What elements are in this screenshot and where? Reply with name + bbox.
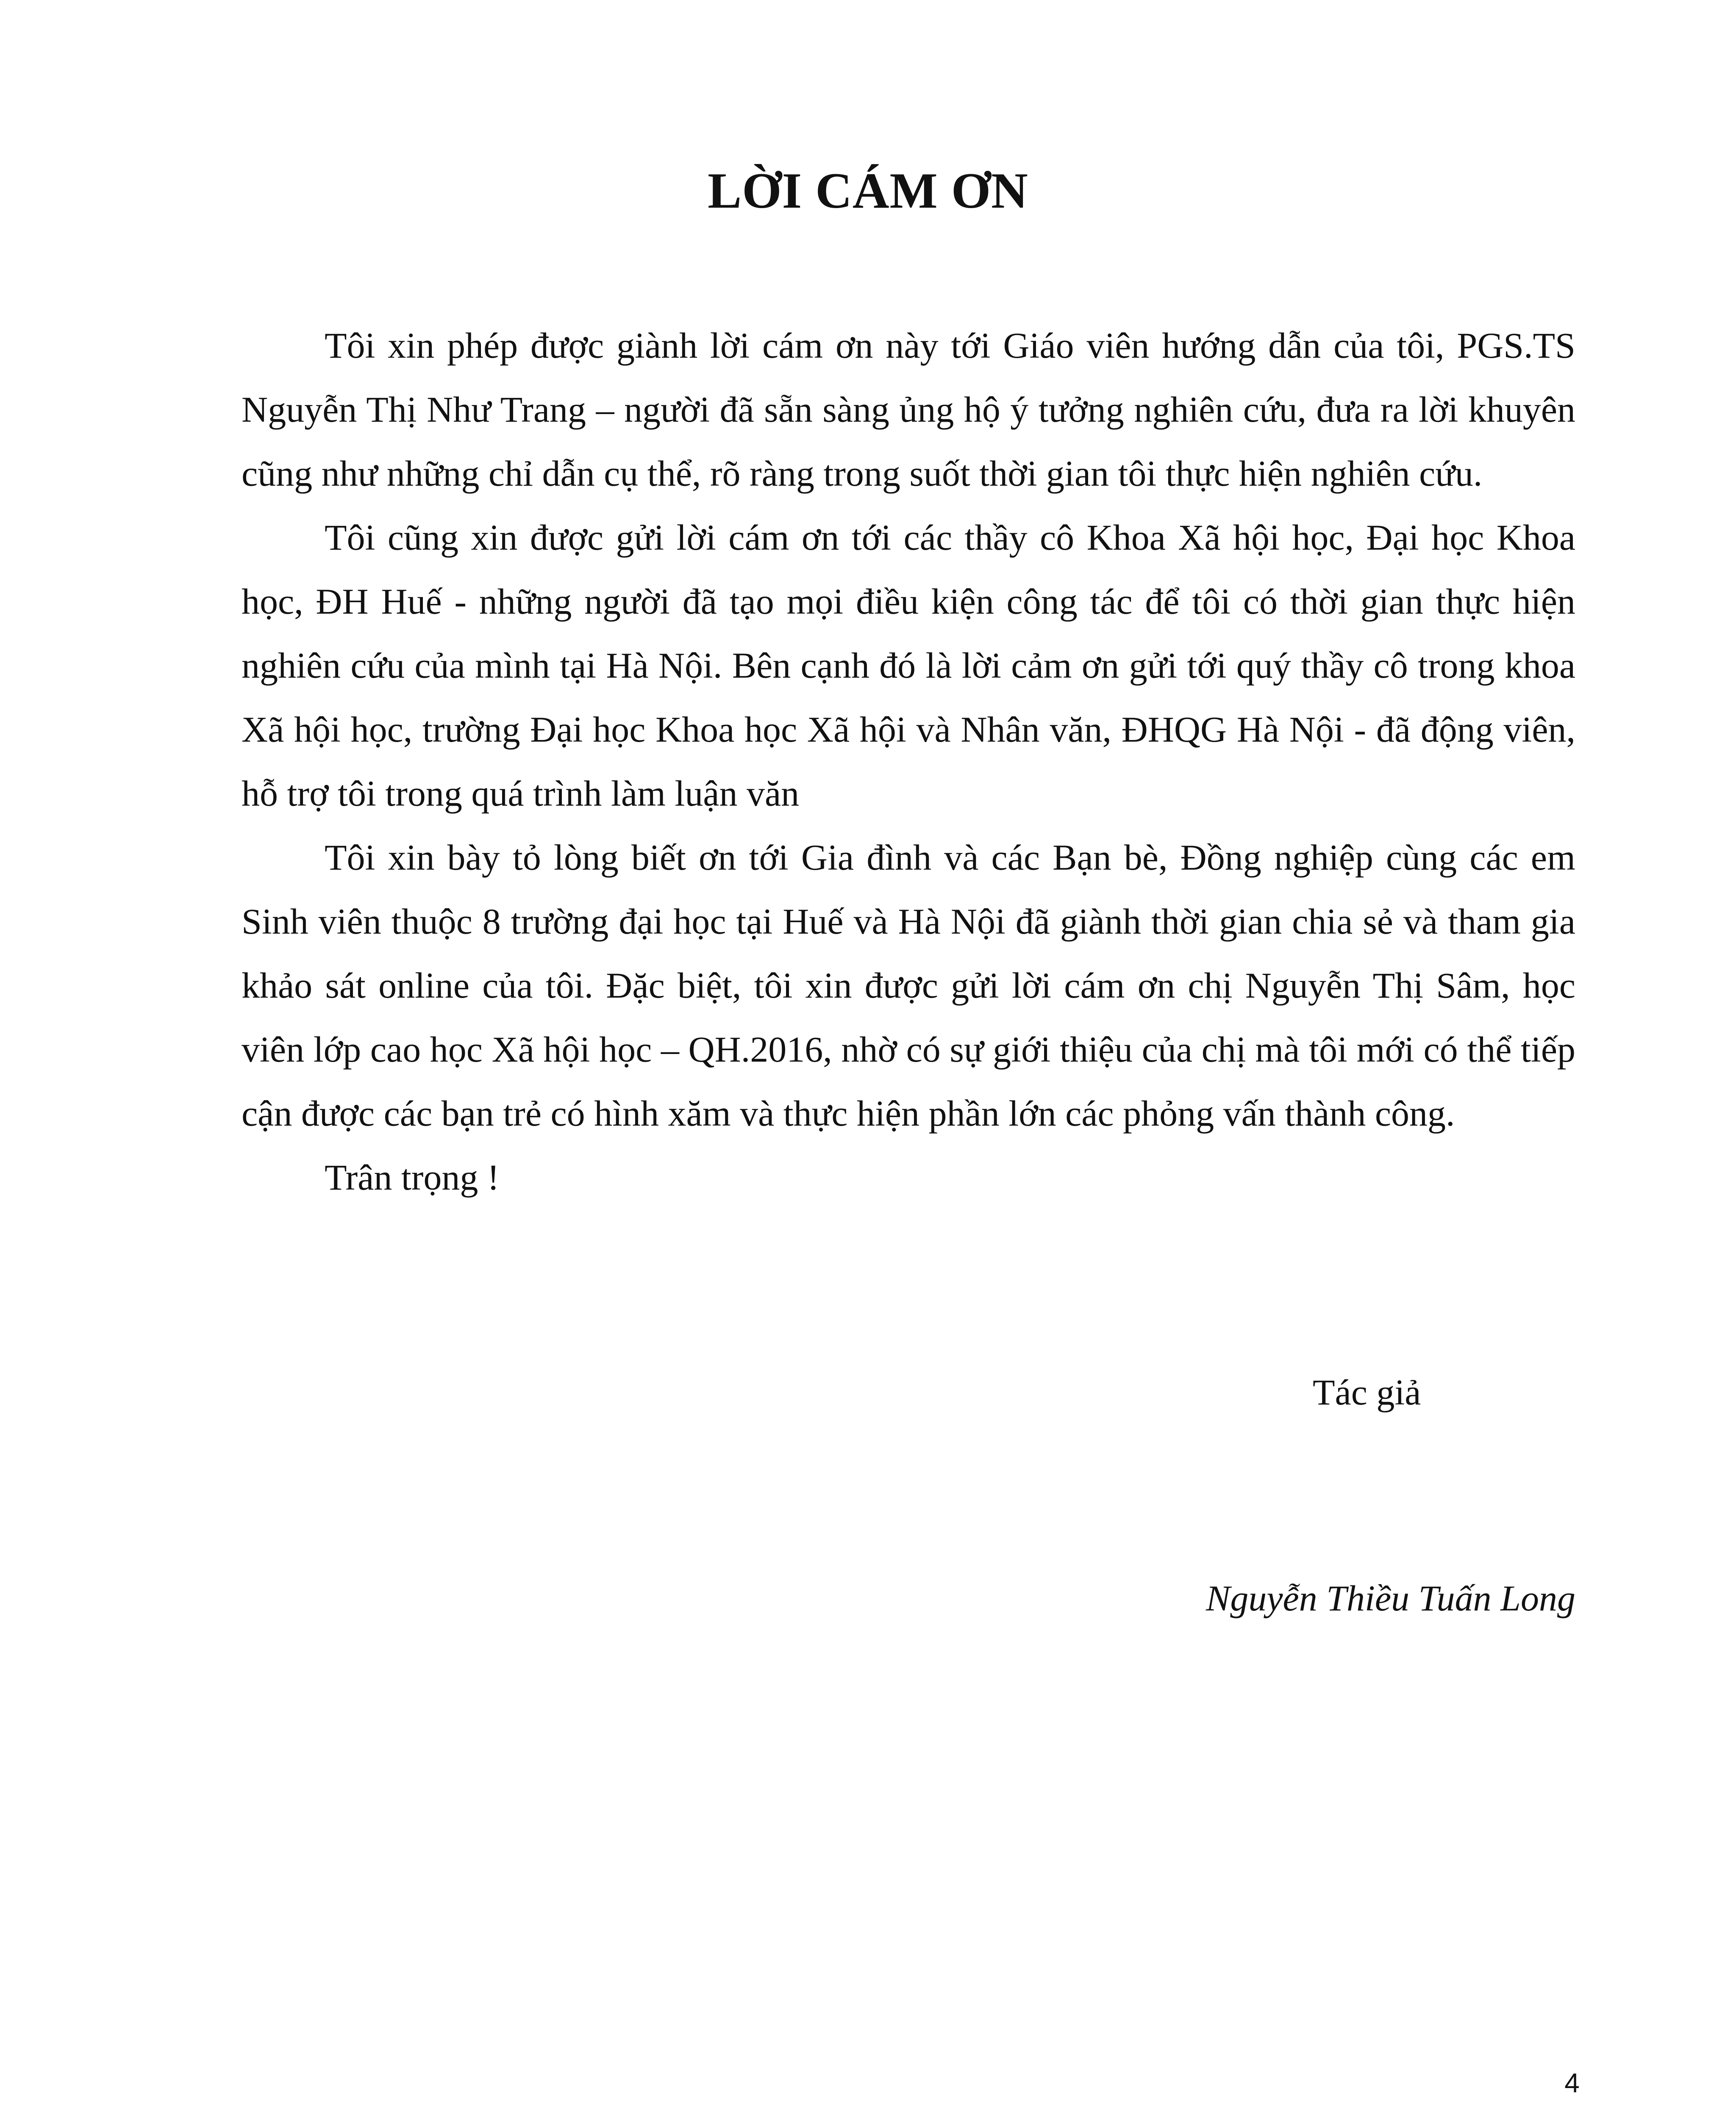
paragraph-family-thanks: Tôi xin bày tỏ lòng biết ơn tới Gia đình và các Bạn bè, Đồng nghiệp cùng các em Sinh viên thuộc 8 trường đại học tại Huế và Hà Nội đã giành thời gian chia sẻ và tham gia khảo sát online của tôi. Đặc biệt, tôi xin được gửi lời cám ơn chị Nguyễn Thị Sâm, học viên lớp cao học Xã hội học – QH.2016, nhờ có sự giới thiệu của chị mà tôi mới có thể tiếp cận được các bạn trẻ có hình xăm và thực hiện phần lớn các phỏng vấn thành công. [242, 837, 1575, 1134]
closing-line: Trân trọng ! [325, 1157, 500, 1198]
paragraph-advisor-thanks: Tôi xin phép được giành lời cám ơn này tới Giáo viên hướng dẫn của tôi, PGS.TS Nguyễn Thị Như Trang – người đã sẵn sàng ủng hộ ý tưởng nghiên cứu, đưa ra lời khuyên cũng như những chỉ dẫn cụ thể, rõ ràng trong suốt thời gian tôi thực hiện nghiên cứu. [242, 325, 1575, 494]
author-label: Tác giả [1313, 1372, 1421, 1413]
acknowledgement-body [242, 314, 1575, 1210]
page-number: 4 [1564, 2068, 1580, 2098]
page-title: LỜI CÁM ƠN [708, 162, 1028, 219]
paragraph-faculty-thanks: Tôi cũng xin được gửi lời cám ơn tới các thầy cô Khoa Xã hội học, Đại học Khoa học, ĐH Huế - những người đã tạo mọi điều kiện công tác để tôi có thời gian thực hiện nghiên cứu của mình tại Hà Nội. Bên cạnh đó là lời cảm ơn gửi tới quý thầy cô trong khoa Xã hội học, trường Đại học Khoa học Xã hội và Nhân văn, ĐHQG Hà Nội - đã động viên, hỗ trợ tôi trong quá trình làm luận văn [242, 517, 1575, 814]
author-name: Nguyễn Thiều Tuấn Long [1205, 1578, 1575, 1618]
